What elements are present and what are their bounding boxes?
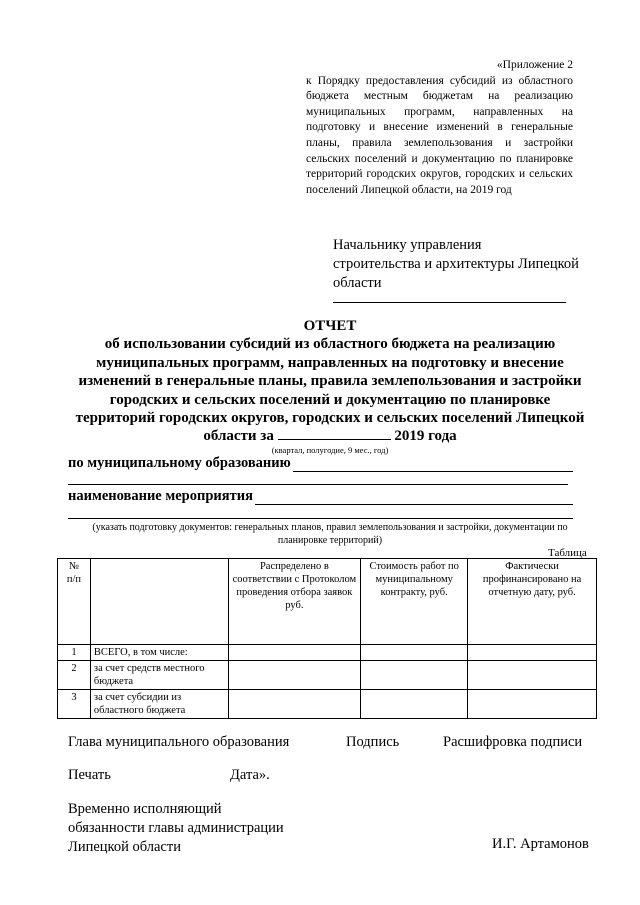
signature-label: Подпись [346, 734, 400, 750]
period-line [60, 427, 600, 445]
municipality-blank[interactable] [293, 457, 573, 472]
table-row [58, 690, 597, 719]
row-num: 3 [58, 690, 91, 719]
addressee-line-3: области [333, 275, 382, 291]
table-row [58, 645, 597, 661]
row-funded-cell[interactable] [468, 645, 597, 661]
header-name [90, 559, 228, 645]
header-funded: Фактически профинансировано на отчетную дату, руб. [468, 559, 597, 645]
note [60, 521, 600, 547]
title-line-3: изменений в генеральные планы, правила землепользования и застройки [78, 373, 582, 390]
acting-line-1: Временно исполняющий [68, 801, 222, 817]
row-funded-cell[interactable] [468, 690, 597, 719]
event-label: наименование мероприятия [68, 488, 253, 504]
period-prefix: области за [203, 428, 274, 445]
row-distributed-cell[interactable] [228, 690, 361, 719]
addressee-line-2: строительства и архитектуры Липецкой [333, 256, 579, 272]
row-cost-cell[interactable] [361, 690, 468, 719]
row-cost-cell[interactable] [361, 645, 468, 661]
event-blank[interactable] [255, 490, 573, 505]
municipality-label: по муниципальному образованию [68, 455, 291, 471]
acting-line-2: обязанности главы администрации [68, 820, 284, 836]
period-hint: (квартал, полугодие, 9 мес., год) [271, 445, 389, 455]
row-cost-cell[interactable] [361, 661, 468, 690]
report-table [57, 558, 597, 719]
row-name: за счет субсидии из областного бюджета [90, 690, 228, 719]
header-num: № п/п [58, 559, 91, 645]
row-funded-cell[interactable] [468, 661, 597, 690]
acting-name: И.Г. Артамонов [492, 836, 589, 852]
head-label: Глава муниципального образования [68, 734, 290, 750]
note-line-1: (указать подготовку документов: генеральных планов, правил землепользования и застройки, документации по [92, 522, 568, 533]
event-field [68, 488, 573, 505]
period-blank[interactable] [278, 427, 391, 440]
title-line-1: об использовании субсидий из областного бюджета на реализацию [104, 336, 556, 353]
row-num: 1 [58, 645, 91, 661]
addressee-signature-line [333, 302, 566, 303]
date-label: Дата». [230, 767, 270, 783]
title-line-4: городских и сельских поселений и документацию по планировке [109, 391, 551, 408]
addressee-block [333, 236, 595, 293]
acting-line-3: Липецкой области [68, 839, 181, 855]
header-distributed: Распределено в соответствии с Протоколом проведения отбора заявок руб. [228, 559, 361, 645]
title-line-5: территорий городских округов, городских и сельских поселений Липецкой [75, 410, 585, 427]
period-suffix: 2019 года [394, 428, 457, 445]
report-heading: ОТЧЕТ [303, 318, 357, 334]
municipality-field [68, 455, 573, 472]
event-extra-line [68, 518, 573, 519]
municipality-extra-line [68, 484, 568, 485]
appendix-title: «Приложение 2 [496, 59, 573, 71]
addressee-line-1: Начальнику управления [333, 237, 482, 253]
row-name: ВСЕГО, в том числе: [90, 645, 228, 661]
table-header-row [58, 559, 597, 645]
report-title [60, 317, 600, 446]
row-num: 2 [58, 661, 91, 690]
appendix-block [306, 58, 573, 198]
header-cost: Стоимость работ по муниципальному контракту, руб. [361, 559, 468, 645]
table-row [58, 661, 597, 690]
note-line-2: планировке территорий) [277, 535, 383, 546]
title-line-2: муниципальных программ, направленных на подготовку и внесение [96, 354, 564, 371]
row-distributed-cell[interactable] [228, 661, 361, 690]
decode-label: Расшифровка подписи [443, 734, 583, 750]
row-name: за счет средств местного бюджета [90, 661, 228, 690]
stamp-label: Печать [68, 767, 111, 783]
row-distributed-cell[interactable] [228, 645, 361, 661]
appendix-text: к Порядку предоставления субсидий из областного бюджета местным бюджетам на реализацию муниципальных программ, направленных на подготовку и внесение изменений в генеральные планы, правила землепользования и застройки сельских поселений и документацию по планировке территорий городских округов, городских и сельских поселений Липецкой области, на 2019 год [306, 74, 573, 196]
acting-block [68, 800, 284, 857]
table-label: Таблица [548, 547, 587, 559]
